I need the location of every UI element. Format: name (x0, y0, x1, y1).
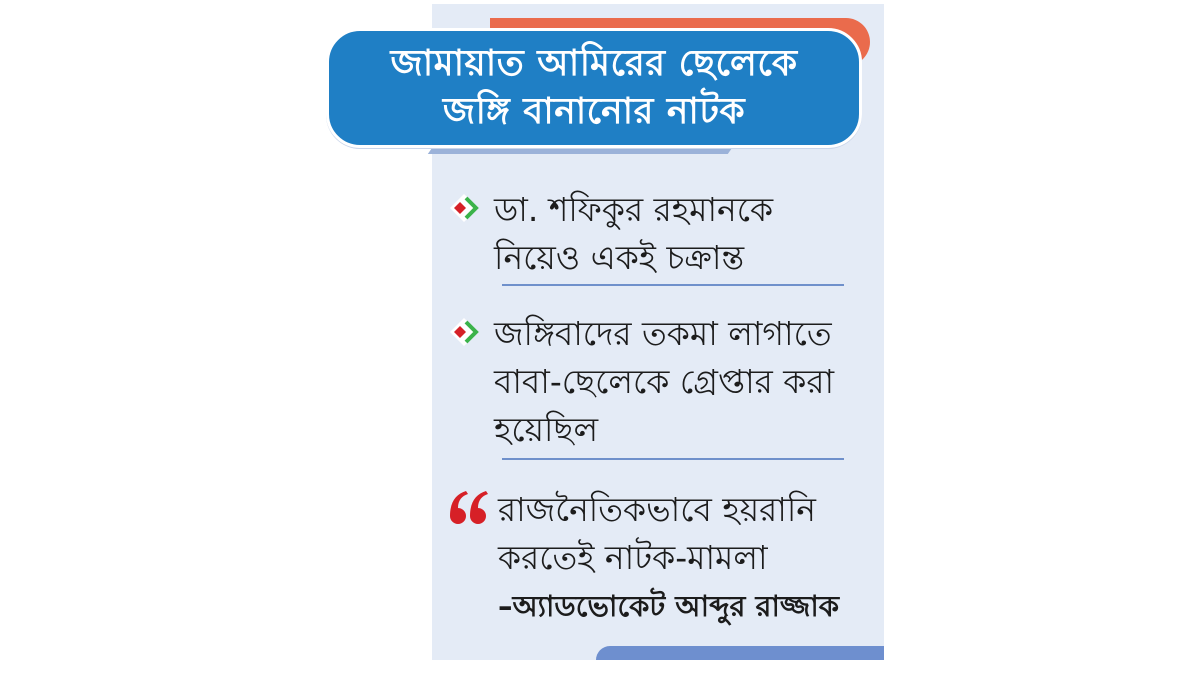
list-item (446, 186, 866, 282)
point-2-line-3: হয়েছিল (494, 410, 599, 449)
quote-mark-icon (446, 488, 490, 528)
list-item (446, 310, 866, 454)
quote-block (446, 486, 866, 630)
point-2-line-1: জঙ্গিবাদের তকমা লাগাতে (494, 314, 832, 353)
divider (502, 284, 844, 286)
headline-line-2: জঙ্গি বানানোর নাটক (442, 91, 746, 132)
quote-line-2: করতেই নাটক-মামলা (498, 538, 768, 577)
point-2-line-2: বাবা-ছেলেকে গ্রেপ্তার করা (494, 362, 835, 401)
quote-attribution: –অ্যাডভোকেট আব্দুর রাজ্জাক (498, 589, 840, 623)
diamond-bullet-icon (446, 314, 482, 350)
bottom-accent-strip (596, 646, 884, 660)
divider (502, 458, 844, 460)
headline-line-1: জামায়াত আমিরের ছেলেকে (390, 43, 798, 84)
point-1-line-2: নিয়েও একই চক্রান্ত (494, 238, 745, 277)
headline-banner (326, 28, 862, 148)
diamond-bullet-icon (446, 190, 482, 226)
quote-line-1: রাজনৈতিকভাবে হয়রানি (498, 490, 817, 529)
point-1-line-1: ডা. শফিকুর রহমানকে (494, 190, 774, 229)
